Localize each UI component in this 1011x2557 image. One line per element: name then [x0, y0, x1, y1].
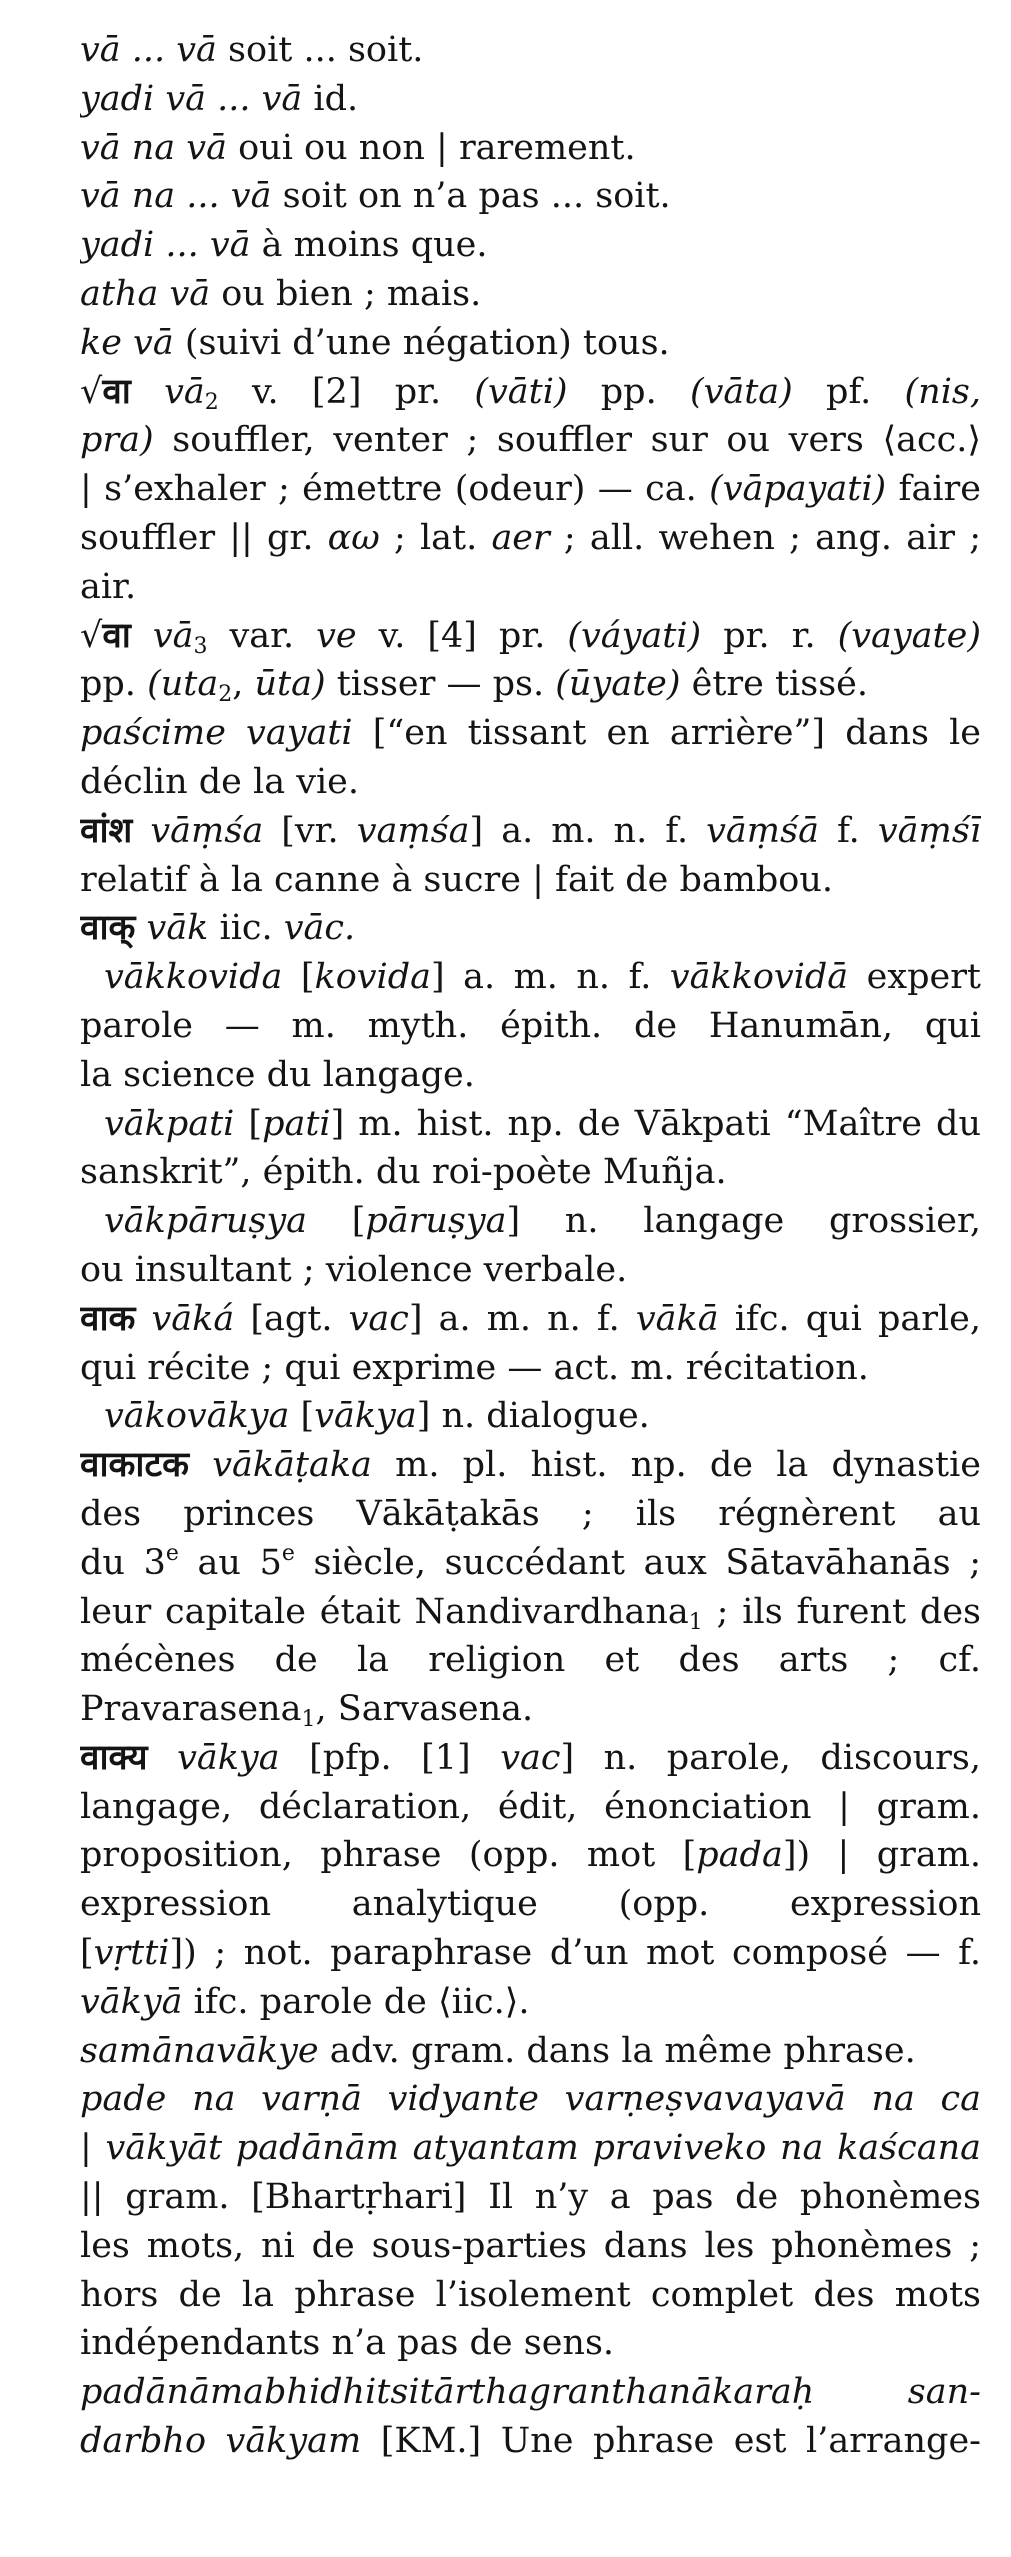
italic-run: vā: [164, 371, 205, 412]
text-run: [: [307, 1201, 366, 1242]
text-line: [80, 270, 981, 319]
italic-run: vāká: [151, 1298, 235, 1339]
text-line: [80, 709, 981, 758]
text-line: [80, 221, 981, 270]
text-line: [80, 1100, 981, 1149]
text-run: ] m. hist. np. de Vākpati “Maître du: [330, 1103, 981, 1144]
text-run: mécènes de la religion et des arts ; cf.: [80, 1640, 981, 1681]
italic-run: vā ... vā: [80, 30, 217, 70]
text-run: relatif à la canne à sucre | fait de bambou.: [80, 859, 834, 900]
text-line: [80, 1929, 981, 1978]
text-run: √: [80, 615, 103, 656]
text-line: [80, 465, 981, 514]
text-run: qui récite ; qui exprime — act. m. récitation.: [80, 1347, 869, 1388]
text-run: ] a. m. n. f.: [431, 957, 670, 998]
text-run: [131, 616, 153, 656]
italic-run: atha vā: [80, 273, 211, 314]
devanagari-headword: वाक्: [80, 908, 136, 949]
text-line: [80, 2075, 981, 2124]
text-run: ]) ; not. paraphrase d’un mot composé — f.: [169, 1933, 981, 1974]
italic-run: vāc.: [283, 908, 356, 949]
text-run: ; all. wehen ; ang. air ;: [563, 517, 981, 558]
text-run: au 5: [178, 1542, 282, 1583]
italic-run: pati: [262, 1103, 331, 1144]
text-run: être tissé.: [680, 664, 869, 705]
italic-run: (uta: [147, 664, 219, 705]
italic-run: ke vā: [80, 322, 174, 363]
text-line: [80, 856, 981, 905]
text-run: sanskrit”, épith. du roi-poète Muñja.: [80, 1152, 727, 1193]
text-run: [131, 372, 164, 412]
text-run: tisser — ps.: [325, 664, 556, 705]
text-line: [80, 563, 981, 612]
devanagari-headword: वाकाटक: [80, 1445, 189, 1486]
italic-run: samānavākye: [80, 2030, 319, 2071]
text-line: [80, 1831, 981, 1880]
text-line: [80, 368, 981, 417]
text-line: [80, 1197, 981, 1246]
italic-run: vā na ... vā: [80, 176, 272, 217]
text-run: var.: [207, 615, 317, 656]
text-line: [80, 514, 981, 563]
text-run: pf.: [792, 371, 905, 412]
text-run: ] a. m. n. f.: [469, 810, 707, 851]
italic-run: vākā: [635, 1298, 719, 1339]
italic-run: pada: [696, 1835, 783, 1876]
italic-run: ūta): [254, 664, 326, 705]
italic-run: vākovākya: [104, 1396, 290, 1437]
text-run: ] n. dialogue.: [416, 1396, 650, 1437]
text-run: [: [282, 957, 315, 998]
italic-run: vākkovidā: [669, 957, 849, 998]
text-line: [80, 2368, 981, 2417]
italic-run: vaṃśa: [356, 810, 470, 851]
text-line: [80, 1002, 981, 1051]
text-run: ifc. qui parle,: [718, 1298, 981, 1339]
italic-run: vāk: [146, 908, 209, 949]
text-line: [80, 1880, 981, 1929]
text-run: faire: [886, 469, 981, 510]
text-line: [80, 75, 981, 124]
superscript-ordinal: e: [165, 1540, 179, 1566]
text-run: ] a. m. n. f.: [408, 1298, 636, 1339]
text-run: à moins que.: [250, 225, 488, 266]
italic-run: | vākyāt padānām atyantam praviveko na kaścana: [80, 2128, 981, 2169]
subscript-index: 1: [301, 1707, 316, 1733]
text-line: [80, 758, 981, 807]
text-run: ou insultant ; violence verbale.: [80, 1249, 628, 1290]
italic-run: pra): [80, 420, 154, 461]
italic-run: vākpāruṣya: [104, 1201, 307, 1242]
italic-run: (vāti): [474, 371, 568, 412]
text-run: oui ou non | rarement.: [226, 127, 636, 168]
text-run: proposition, phrase (opp. mot [: [80, 1835, 697, 1876]
subscript-index: 2: [218, 682, 233, 708]
italic-run: kovida: [314, 957, 432, 998]
text-run: m. pl. hist. np. de la dynastie: [371, 1445, 981, 1486]
text-line: [80, 1588, 981, 1637]
text-run: des princes Vākāṭakās ; ils régnèrent au: [80, 1493, 981, 1534]
text-line: [80, 2417, 981, 2466]
subscript-index: 2: [204, 389, 219, 415]
text-run: f.: [818, 810, 878, 851]
text-line: [80, 124, 981, 173]
text-line: [80, 1490, 981, 1539]
text-run: soit on n’a pas ... soit.: [271, 176, 671, 217]
superscript-ordinal: e: [281, 1540, 295, 1566]
text-run: || gram. [Bhartṛhari] Il n’y a pas de phonèmes: [80, 2177, 981, 2218]
text-line: [80, 1392, 981, 1441]
italic-run: darbho vākyam: [80, 2421, 362, 2462]
devanagari-headword: वा: [102, 615, 131, 656]
devanagari-headword: वाक्य: [80, 1737, 148, 1778]
italic-run: vāṃśa: [150, 810, 264, 851]
text-run: les mots, ni de sous-parties dans les phonèmes ;: [80, 2225, 981, 2266]
text-run: ,: [232, 664, 255, 705]
italic-run: padānāmabhidhitsitārthagranthanākaraḥ san-: [80, 2372, 981, 2413]
italic-run: ve: [316, 615, 357, 656]
italic-run: (ūyate): [555, 664, 681, 705]
text-line: [80, 1783, 981, 1832]
text-run: ; lat.: [379, 517, 492, 558]
text-run: pp.: [80, 664, 148, 705]
italic-run: pade na varṇā vidyante varṇeṣvavayavā na ca: [80, 2079, 981, 2120]
italic-run: vā: [152, 615, 194, 656]
italic-run: aer: [491, 517, 550, 558]
italic-run: vāṃśī: [877, 810, 981, 851]
text-line: [80, 1539, 981, 1588]
text-line: [80, 1636, 981, 1685]
text-run: souffler || gr.: [80, 517, 328, 558]
text-run: hors de la phrase l’isolement complet des mots: [80, 2274, 981, 2315]
italic-run: pāruṣya: [365, 1201, 507, 1242]
text-line: [80, 1685, 981, 1734]
text-line: [80, 612, 981, 661]
text-run: [: [234, 1103, 263, 1144]
italic-run: vac: [500, 1737, 561, 1778]
subscript-index: 3: [193, 633, 208, 659]
devanagari-headword: वांश: [80, 810, 133, 851]
text-run: pp.: [567, 371, 690, 412]
text-line: [80, 2027, 981, 2076]
text-line: [80, 660, 981, 709]
italic-run: (vāta): [689, 371, 793, 412]
text-run: id.: [302, 78, 359, 119]
text-run: siècle, succédant aux Sātavāhanās ;: [294, 1542, 981, 1583]
devanagari-headword: वाक: [80, 1298, 136, 1339]
text-line: [80, 172, 981, 221]
text-run: parole — m. myth. épith. de Hanumān, qui: [80, 1005, 981, 1046]
text-run: [: [80, 1933, 94, 1974]
text-run: Pravarasena: [80, 1689, 302, 1730]
text-run: v. [4] pr.: [356, 615, 568, 656]
text-run: ou bien ; mais.: [210, 273, 482, 314]
text-line: [80, 2124, 981, 2173]
text-run: [“en tissant en arrière”] dans le: [352, 713, 981, 754]
italic-run: vākya: [314, 1396, 417, 1437]
text-run: du 3: [80, 1542, 166, 1583]
text-run: ifc. parole de ⟨iic.⟩.: [182, 1981, 530, 2022]
text-run: [132, 811, 150, 851]
italic-run: vākkovida: [104, 957, 283, 998]
text-run: air.: [80, 566, 137, 607]
text-run: la science du langage.: [80, 1054, 475, 1095]
text-run: déclin de la vie.: [80, 761, 360, 802]
text-run: ] n. langage grossier,: [506, 1201, 981, 1242]
italic-run: yadi vā ... vā: [80, 78, 303, 119]
text-run: pr. r.: [701, 615, 838, 656]
text-run: (suivi d’une négation) tous.: [173, 322, 670, 363]
text-line: [80, 1051, 981, 1100]
text-line: [80, 1295, 981, 1344]
italic-run: vac: [348, 1298, 409, 1339]
text-run: ] n. parole, discours,: [560, 1737, 981, 1778]
italic-run: (nis,: [904, 371, 981, 412]
text-line: [80, 1441, 981, 1490]
text-run: , Sarvasena.: [315, 1689, 534, 1730]
text-run: [189, 1445, 212, 1485]
text-run: indépendants n’a pas de sens.: [80, 2323, 615, 2364]
italic-run: vāṃśā: [706, 810, 819, 851]
italic-run: yadi ... vā: [80, 225, 251, 266]
text-line: [80, 1148, 981, 1197]
text-run: | s’exhaler ; émettre (odeur) — ca.: [80, 469, 710, 510]
text-run: ; ils furent des: [702, 1591, 981, 1632]
text-line: [80, 2319, 981, 2368]
text-run: [135, 908, 146, 948]
italic-run: (vāpayati): [709, 469, 887, 510]
text-run: soit ... soit.: [216, 30, 424, 70]
text-line: [80, 319, 981, 368]
italic-run: vākāṭaka: [212, 1445, 372, 1486]
subscript-index: 1: [688, 1609, 703, 1635]
text-line: [80, 1978, 981, 2027]
text-line: [80, 953, 981, 1002]
text-run: ]) | gram.: [782, 1835, 981, 1876]
italic-run: vākpati: [104, 1103, 235, 1144]
text-run: [135, 1299, 151, 1339]
text-run: expert: [866, 957, 981, 998]
text-run: √: [80, 371, 103, 412]
italic-run: vā na vā: [80, 127, 227, 168]
text-line: [80, 26, 981, 75]
text-line: [80, 807, 981, 856]
text-line: [80, 1246, 981, 1295]
text-line: [80, 1344, 981, 1393]
text-line: [80, 416, 981, 465]
italic-run: vṛtti: [93, 1933, 170, 1974]
italic-run: (váyati): [567, 615, 702, 656]
italic-run: (vayate): [837, 615, 981, 656]
text-run: [148, 1738, 178, 1778]
text-line: [80, 2271, 981, 2320]
text-run: langage, déclaration, édit, énonciation | gram.: [80, 1786, 981, 1827]
text-line: [80, 1734, 981, 1783]
text-run: souffler, venter ; souffler sur ou vers ⟨acc.⟩: [153, 420, 981, 461]
text-run: [: [289, 1396, 315, 1437]
italic-run: αω: [327, 517, 380, 558]
italic-run: paścime vayati: [80, 713, 353, 754]
text-line: [80, 904, 981, 953]
text-run: leur capitale était Nandivardhana: [80, 1591, 689, 1632]
text-line: [80, 2222, 981, 2271]
text-run: [agt.: [234, 1298, 349, 1339]
italic-run: vākya: [177, 1737, 280, 1778]
text-run: [KM.] Une phrase est l’arrange-: [361, 2421, 981, 2462]
text-run: [pfp. [1]: [279, 1737, 501, 1778]
text-line: [80, 2173, 981, 2222]
devanagari-headword: वा: [102, 371, 131, 412]
text-run: [vr.: [263, 810, 357, 851]
text-run: v. [2] pr.: [218, 371, 475, 412]
text-run: expression analytique (opp. expression: [80, 1884, 981, 1925]
text-run: iic.: [208, 908, 284, 949]
italic-run: vākyā: [80, 1981, 183, 2022]
text-run: adv. gram. dans la même phrase.: [318, 2030, 916, 2071]
